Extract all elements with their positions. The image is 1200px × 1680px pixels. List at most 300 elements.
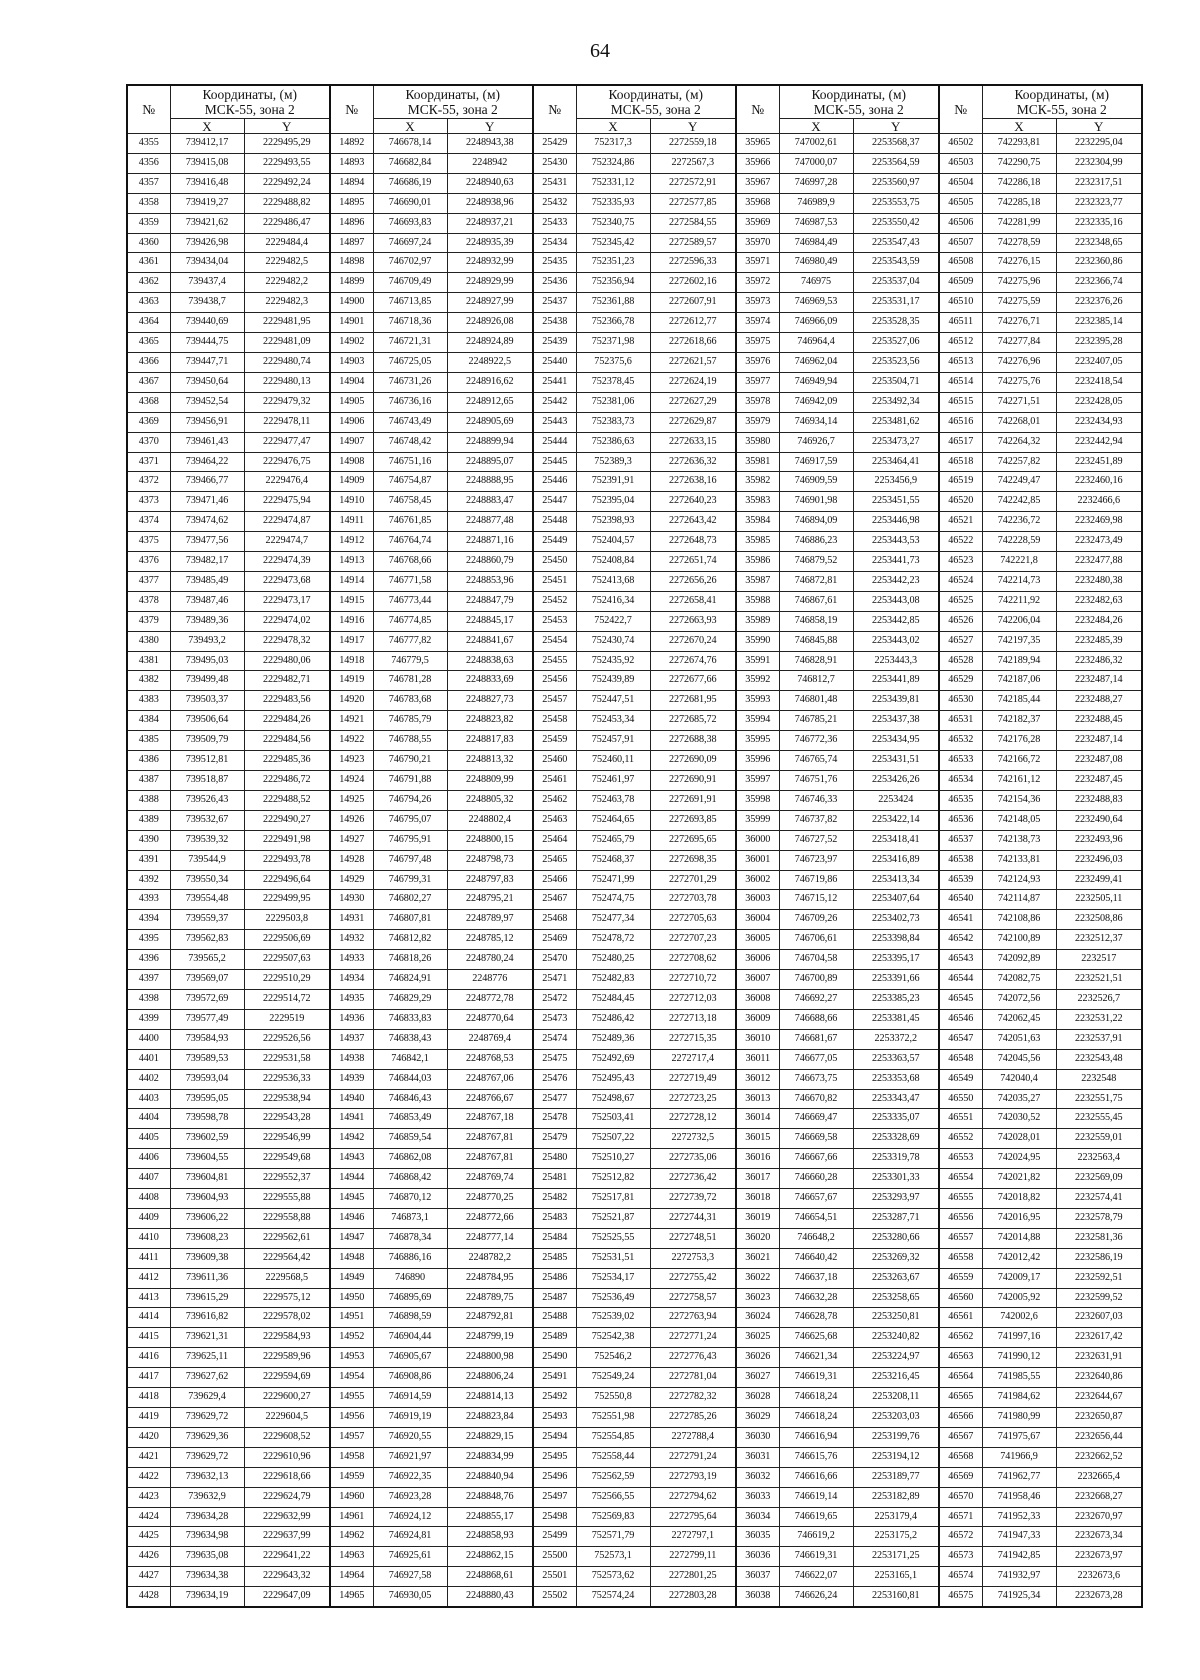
point-number: 35986	[736, 552, 779, 572]
coord-y: 2229514,72	[244, 989, 330, 1009]
coord-y: 2272624,19	[650, 372, 736, 392]
point-number: 4378	[127, 591, 170, 611]
coord-y: 2248767,06	[447, 1069, 533, 1089]
coord-y: 2253431,51	[853, 751, 939, 771]
table-row	[127, 452, 1142, 472]
coord-x: 746754,87	[373, 472, 447, 492]
coord-y: 2229552,37	[244, 1169, 330, 1189]
coord-x: 746768,66	[373, 552, 447, 572]
coord-x: 739461,43	[170, 432, 244, 452]
point-number: 25478	[533, 1109, 576, 1129]
coord-x: 739487,46	[170, 591, 244, 611]
coord-y: 2229589,96	[244, 1348, 330, 1368]
coord-x: 752331,12	[576, 173, 650, 193]
coord-y: 2232617,42	[1056, 1328, 1142, 1348]
coord-y: 2248767,81	[447, 1149, 533, 1169]
coord-x: 746842,1	[373, 1049, 447, 1069]
coord-y: 2229536,33	[244, 1069, 330, 1089]
coord-y: 2253446,98	[853, 512, 939, 532]
coord-x: 746781,28	[373, 671, 447, 691]
coord-y: 2253258,65	[853, 1288, 939, 1308]
coord-y: 2248792,81	[447, 1308, 533, 1328]
coord-y: 2272638,16	[650, 472, 736, 492]
point-number: 36015	[736, 1129, 779, 1149]
point-number: 25479	[533, 1129, 576, 1149]
point-number: 14900	[330, 293, 373, 313]
coord-y: 2232487,08	[1056, 751, 1142, 771]
table-row	[127, 1268, 1142, 1288]
table-row	[127, 691, 1142, 711]
coord-y: 2248937,21	[447, 213, 533, 233]
coord-x: 752536,49	[576, 1288, 650, 1308]
point-number: 25490	[533, 1348, 576, 1368]
coord-y: 2232317,51	[1056, 173, 1142, 193]
coord-x: 742166,72	[982, 751, 1056, 771]
coord-x: 752574,24	[576, 1587, 650, 1607]
point-number: 14917	[330, 631, 373, 651]
coord-x: 739477,56	[170, 532, 244, 552]
coord-x: 752531,51	[576, 1248, 650, 1268]
coord-y: 2272674,76	[650, 651, 736, 671]
coord-x: 739506,64	[170, 711, 244, 731]
coord-y: 2253208,11	[853, 1388, 939, 1408]
header-y: Y	[244, 119, 330, 134]
point-number: 4420	[127, 1427, 170, 1447]
table-row	[127, 930, 1142, 950]
coord-y: 2253560,97	[853, 173, 939, 193]
point-number: 35993	[736, 691, 779, 711]
point-number: 35991	[736, 651, 779, 671]
coord-x: 739604,93	[170, 1189, 244, 1209]
coord-y: 2232442,94	[1056, 432, 1142, 452]
coord-y: 2232348,65	[1056, 233, 1142, 253]
coord-y: 2248926,08	[447, 313, 533, 333]
coord-x: 746868,42	[373, 1169, 447, 1189]
point-number: 14899	[330, 273, 373, 293]
point-number: 14939	[330, 1069, 373, 1089]
point-number: 46517	[939, 432, 982, 452]
coord-x: 742035,27	[982, 1089, 1056, 1109]
coord-x: 741962,77	[982, 1467, 1056, 1487]
point-number: 14921	[330, 711, 373, 731]
coord-x: 742276,71	[982, 313, 1056, 333]
point-number: 36003	[736, 890, 779, 910]
coord-y: 2272663,93	[650, 611, 736, 631]
point-number: 4360	[127, 233, 170, 253]
coord-y: 2272670,24	[650, 631, 736, 651]
coord-y: 2248817,83	[447, 731, 533, 751]
point-number: 36011	[736, 1049, 779, 1069]
point-number: 4361	[127, 253, 170, 273]
coord-x: 752361,88	[576, 293, 650, 313]
table-row	[127, 1567, 1142, 1587]
table-row	[127, 333, 1142, 353]
table-row	[127, 193, 1142, 213]
coord-y: 2229488,52	[244, 790, 330, 810]
table-row	[127, 731, 1142, 751]
coord-x: 739621,31	[170, 1328, 244, 1348]
coord-x: 739629,36	[170, 1427, 244, 1447]
point-number: 25444	[533, 432, 576, 452]
table-row	[127, 1308, 1142, 1328]
coord-x: 746709,49	[373, 273, 447, 293]
coord-y: 2272713,18	[650, 1009, 736, 1029]
point-number: 4387	[127, 771, 170, 791]
coord-x: 739464,22	[170, 452, 244, 472]
point-number: 46559	[939, 1268, 982, 1288]
coord-y: 2229549,68	[244, 1149, 330, 1169]
coord-y: 2253441,73	[853, 552, 939, 572]
point-number: 35977	[736, 372, 779, 392]
coord-y: 2248767,81	[447, 1129, 533, 1149]
table-row	[127, 671, 1142, 691]
coord-y: 2232599,52	[1056, 1288, 1142, 1308]
coord-x: 742028,01	[982, 1129, 1056, 1149]
coord-y: 2272648,73	[650, 532, 736, 552]
coord-y: 2229584,93	[244, 1328, 330, 1348]
point-number: 25458	[533, 711, 576, 731]
coord-y: 2253531,17	[853, 293, 939, 313]
coord-y: 2248772,66	[447, 1208, 533, 1228]
coord-y: 2229526,56	[244, 1029, 330, 1049]
coord-y: 2248862,15	[447, 1547, 533, 1567]
coord-x: 741942,85	[982, 1547, 1056, 1567]
coord-x: 746632,28	[779, 1288, 853, 1308]
header-coord-title: Координаты, (м)	[811, 87, 907, 102]
coord-y: 2272732,5	[650, 1129, 736, 1149]
coord-x: 746736,16	[373, 392, 447, 412]
coord-x: 746794,26	[373, 790, 447, 810]
point-number: 14929	[330, 870, 373, 890]
coord-y: 2232488,45	[1056, 711, 1142, 731]
coord-y: 2253407,64	[853, 890, 939, 910]
point-number: 46532	[939, 731, 982, 751]
header-zone: МСК-55, зона 2	[1016, 102, 1107, 117]
point-number: 25468	[533, 910, 576, 930]
coord-x: 752534,17	[576, 1268, 650, 1288]
table-row	[127, 1049, 1142, 1069]
point-number: 14957	[330, 1427, 373, 1447]
point-number: 36018	[736, 1189, 779, 1209]
coord-y: 2232395,28	[1056, 333, 1142, 353]
coord-y: 2232295,04	[1056, 134, 1142, 154]
point-number: 25465	[533, 850, 576, 870]
coord-y: 2232490,64	[1056, 810, 1142, 830]
coord-y: 2232499,41	[1056, 870, 1142, 890]
header-coordinates	[779, 85, 939, 119]
coord-x: 752366,78	[576, 313, 650, 333]
point-number: 46572	[939, 1527, 982, 1547]
coord-x: 746678,14	[373, 134, 447, 154]
coord-y: 2232486,32	[1056, 651, 1142, 671]
coord-y: 2272801,25	[650, 1567, 736, 1587]
coord-x: 752554,85	[576, 1427, 650, 1447]
point-number: 14949	[330, 1268, 373, 1288]
coord-y: 2272656,26	[650, 571, 736, 591]
point-number: 25435	[533, 253, 576, 273]
coord-x: 746628,78	[779, 1308, 853, 1328]
point-number: 25463	[533, 810, 576, 830]
coord-x: 739569,07	[170, 970, 244, 990]
point-number: 4424	[127, 1507, 170, 1527]
coord-y: 2253416,89	[853, 850, 939, 870]
point-number: 25498	[533, 1507, 576, 1527]
point-number: 4406	[127, 1149, 170, 1169]
point-number: 4367	[127, 372, 170, 392]
coord-y: 2248768,53	[447, 1049, 533, 1069]
point-number: 36007	[736, 970, 779, 990]
coord-x: 742277,84	[982, 333, 1056, 353]
coord-y: 2232586,19	[1056, 1248, 1142, 1268]
coord-y: 2229546,99	[244, 1129, 330, 1149]
coord-x: 746886,16	[373, 1248, 447, 1268]
point-number: 25485	[533, 1248, 576, 1268]
coord-x: 746895,69	[373, 1288, 447, 1308]
coord-y: 2232335,16	[1056, 213, 1142, 233]
coord-y: 2253287,71	[853, 1208, 939, 1228]
coord-y: 2232512,37	[1056, 930, 1142, 950]
coord-x: 742154,36	[982, 790, 1056, 810]
coord-x: 746690,01	[373, 193, 447, 213]
table-row	[127, 1248, 1142, 1268]
point-number: 14951	[330, 1308, 373, 1328]
coord-x: 752460,11	[576, 751, 650, 771]
point-number: 14940	[330, 1089, 373, 1109]
coord-x: 739589,53	[170, 1049, 244, 1069]
table-header	[127, 85, 1142, 134]
coord-x: 742148,05	[982, 810, 1056, 830]
coord-y: 2248823,84	[447, 1408, 533, 1428]
coord-y: 2253523,56	[853, 352, 939, 372]
coord-x: 752324,86	[576, 153, 650, 173]
coord-x: 739437,4	[170, 273, 244, 293]
coord-x: 742242,85	[982, 492, 1056, 512]
coord-x: 742285,18	[982, 193, 1056, 213]
coord-y: 2272567,3	[650, 153, 736, 173]
coord-x: 742045,56	[982, 1049, 1056, 1069]
coord-x: 746673,75	[779, 1069, 853, 1089]
coord-x: 746997,28	[779, 173, 853, 193]
point-number: 4393	[127, 890, 170, 910]
point-number: 46562	[939, 1328, 982, 1348]
point-number: 14964	[330, 1567, 373, 1587]
coord-y: 2229476,75	[244, 452, 330, 472]
coord-x: 752503,41	[576, 1109, 650, 1129]
coord-x: 746828,91	[779, 651, 853, 671]
point-number: 46547	[939, 1029, 982, 1049]
point-number: 35999	[736, 810, 779, 830]
coord-x: 746844,03	[373, 1069, 447, 1089]
point-number: 14960	[330, 1487, 373, 1507]
coord-x: 746795,91	[373, 830, 447, 850]
coord-y: 2248853,96	[447, 571, 533, 591]
coord-y: 2232505,11	[1056, 890, 1142, 910]
coord-y: 2232487,14	[1056, 731, 1142, 751]
coord-y: 2232656,44	[1056, 1427, 1142, 1447]
coord-y: 2272795,64	[650, 1507, 736, 1527]
coord-x: 742185,44	[982, 691, 1056, 711]
point-number: 4403	[127, 1089, 170, 1109]
coord-x: 746619,31	[779, 1368, 853, 1388]
coord-x: 746908,86	[373, 1368, 447, 1388]
coord-x: 742062,45	[982, 1009, 1056, 1029]
point-number: 46519	[939, 472, 982, 492]
point-number: 14942	[330, 1129, 373, 1149]
coord-x: 746682,84	[373, 153, 447, 173]
coord-x: 741985,55	[982, 1368, 1056, 1388]
point-number: 4369	[127, 412, 170, 432]
coord-x: 746924,81	[373, 1527, 447, 1547]
coord-x: 739611,36	[170, 1268, 244, 1288]
point-number: 25448	[533, 512, 576, 532]
coord-y: 2272791,24	[650, 1447, 736, 1467]
coord-y: 2232360,86	[1056, 253, 1142, 273]
table-row	[127, 1189, 1142, 1209]
coord-y: 2232466,6	[1056, 492, 1142, 512]
point-number: 25454	[533, 631, 576, 651]
point-number: 4388	[127, 790, 170, 810]
coord-y: 2272797,1	[650, 1527, 736, 1547]
coord-y: 2253189,77	[853, 1467, 939, 1487]
coord-y: 2253381,45	[853, 1009, 939, 1029]
coord-y: 2229478,11	[244, 412, 330, 432]
coord-y: 2229482,71	[244, 671, 330, 691]
point-number: 46506	[939, 213, 982, 233]
point-number: 14959	[330, 1467, 373, 1487]
coord-y: 2272744,31	[650, 1208, 736, 1228]
coord-y: 2253391,66	[853, 970, 939, 990]
coord-y: 2229643,32	[244, 1567, 330, 1587]
coord-y: 2248938,96	[447, 193, 533, 213]
point-number: 36036	[736, 1547, 779, 1567]
table-row	[127, 571, 1142, 591]
coord-y: 2272736,42	[650, 1169, 736, 1189]
coord-y: 2248848,76	[447, 1487, 533, 1507]
point-number: 4400	[127, 1029, 170, 1049]
point-number: 4402	[127, 1069, 170, 1089]
coord-y: 2232650,87	[1056, 1408, 1142, 1428]
point-number: 25502	[533, 1587, 576, 1607]
point-number: 36023	[736, 1288, 779, 1308]
coord-y: 2232488,27	[1056, 691, 1142, 711]
coord-x: 746619,2	[779, 1527, 853, 1547]
coord-x: 739632,9	[170, 1487, 244, 1507]
coord-y: 2229486,47	[244, 213, 330, 233]
coord-y: 2248847,79	[447, 591, 533, 611]
coord-x: 742276,96	[982, 352, 1056, 372]
header-coordinates	[170, 85, 330, 119]
coord-y: 2229604,5	[244, 1408, 330, 1428]
coord-x: 752510,27	[576, 1149, 650, 1169]
coord-x: 742108,86	[982, 910, 1056, 930]
point-number: 25486	[533, 1268, 576, 1288]
coord-x: 752375,6	[576, 352, 650, 372]
coord-y: 2248845,17	[447, 611, 533, 631]
point-number: 46529	[939, 671, 982, 691]
point-number: 36031	[736, 1447, 779, 1467]
coord-x: 746758,45	[373, 492, 447, 512]
coord-x: 746870,12	[373, 1189, 447, 1209]
coord-y: 2272758,57	[650, 1288, 736, 1308]
point-number: 14945	[330, 1189, 373, 1209]
coord-x: 752391,91	[576, 472, 650, 492]
coord-x: 746859,54	[373, 1129, 447, 1149]
coord-x: 742016,95	[982, 1208, 1056, 1228]
point-number: 36017	[736, 1169, 779, 1189]
coord-x: 746715,12	[779, 890, 853, 910]
coord-y: 2253424	[853, 790, 939, 810]
coord-x: 752378,45	[576, 372, 650, 392]
coord-y: 2248798,73	[447, 850, 533, 870]
coord-y: 2253568,37	[853, 134, 939, 154]
point-number: 25499	[533, 1527, 576, 1547]
point-number: 14935	[330, 989, 373, 1009]
coord-x: 752566,55	[576, 1487, 650, 1507]
point-number: 14965	[330, 1587, 373, 1607]
point-number: 25429	[533, 134, 576, 154]
coord-y: 2229477,47	[244, 432, 330, 452]
point-number: 4415	[127, 1328, 170, 1348]
point-number: 46546	[939, 1009, 982, 1029]
point-number: 25483	[533, 1208, 576, 1228]
coord-x: 752439,89	[576, 671, 650, 691]
table-row	[127, 293, 1142, 313]
coord-x: 746801,48	[779, 691, 853, 711]
coord-x: 752340,75	[576, 213, 650, 233]
coord-x: 746751,16	[373, 452, 447, 472]
coord-y: 2253492,34	[853, 392, 939, 412]
coord-x: 739598,78	[170, 1109, 244, 1129]
coord-y: 2232487,45	[1056, 771, 1142, 791]
coord-x: 742278,59	[982, 233, 1056, 253]
coord-y: 2248943,38	[447, 134, 533, 154]
coord-x: 752542,38	[576, 1328, 650, 1348]
coord-x: 742197,35	[982, 631, 1056, 651]
coord-x: 746697,24	[373, 233, 447, 253]
point-number: 35975	[736, 333, 779, 353]
coord-x: 742072,56	[982, 989, 1056, 1009]
coord-y: 2248833,69	[447, 671, 533, 691]
point-number: 36033	[736, 1487, 779, 1507]
point-number: 25430	[533, 153, 576, 173]
coord-x: 742286,18	[982, 173, 1056, 193]
coord-y: 2253426,26	[853, 771, 939, 791]
point-number: 46570	[939, 1487, 982, 1507]
point-number: 35988	[736, 591, 779, 611]
point-number: 14934	[330, 970, 373, 990]
point-number: 4416	[127, 1348, 170, 1368]
coord-y: 2253335,07	[853, 1109, 939, 1129]
point-number: 36034	[736, 1507, 779, 1527]
coord-y: 2253203,03	[853, 1408, 939, 1428]
header-number: №	[330, 85, 373, 134]
coord-y: 2229594,69	[244, 1368, 330, 1388]
point-number: 14941	[330, 1109, 373, 1129]
coord-x: 739627,62	[170, 1368, 244, 1388]
table-row	[127, 870, 1142, 890]
coord-y: 2229482,3	[244, 293, 330, 313]
coord-y: 2272794,62	[650, 1487, 736, 1507]
coord-y: 2248855,17	[447, 1507, 533, 1527]
coord-y: 2229476,4	[244, 472, 330, 492]
point-number: 4359	[127, 213, 170, 233]
coord-x: 746914,59	[373, 1388, 447, 1408]
coord-x: 739526,43	[170, 790, 244, 810]
point-number: 25434	[533, 233, 576, 253]
coord-y: 2232640,86	[1056, 1368, 1142, 1388]
point-number: 35997	[736, 771, 779, 791]
header-coord-title: Координаты, (м)	[1014, 87, 1110, 102]
